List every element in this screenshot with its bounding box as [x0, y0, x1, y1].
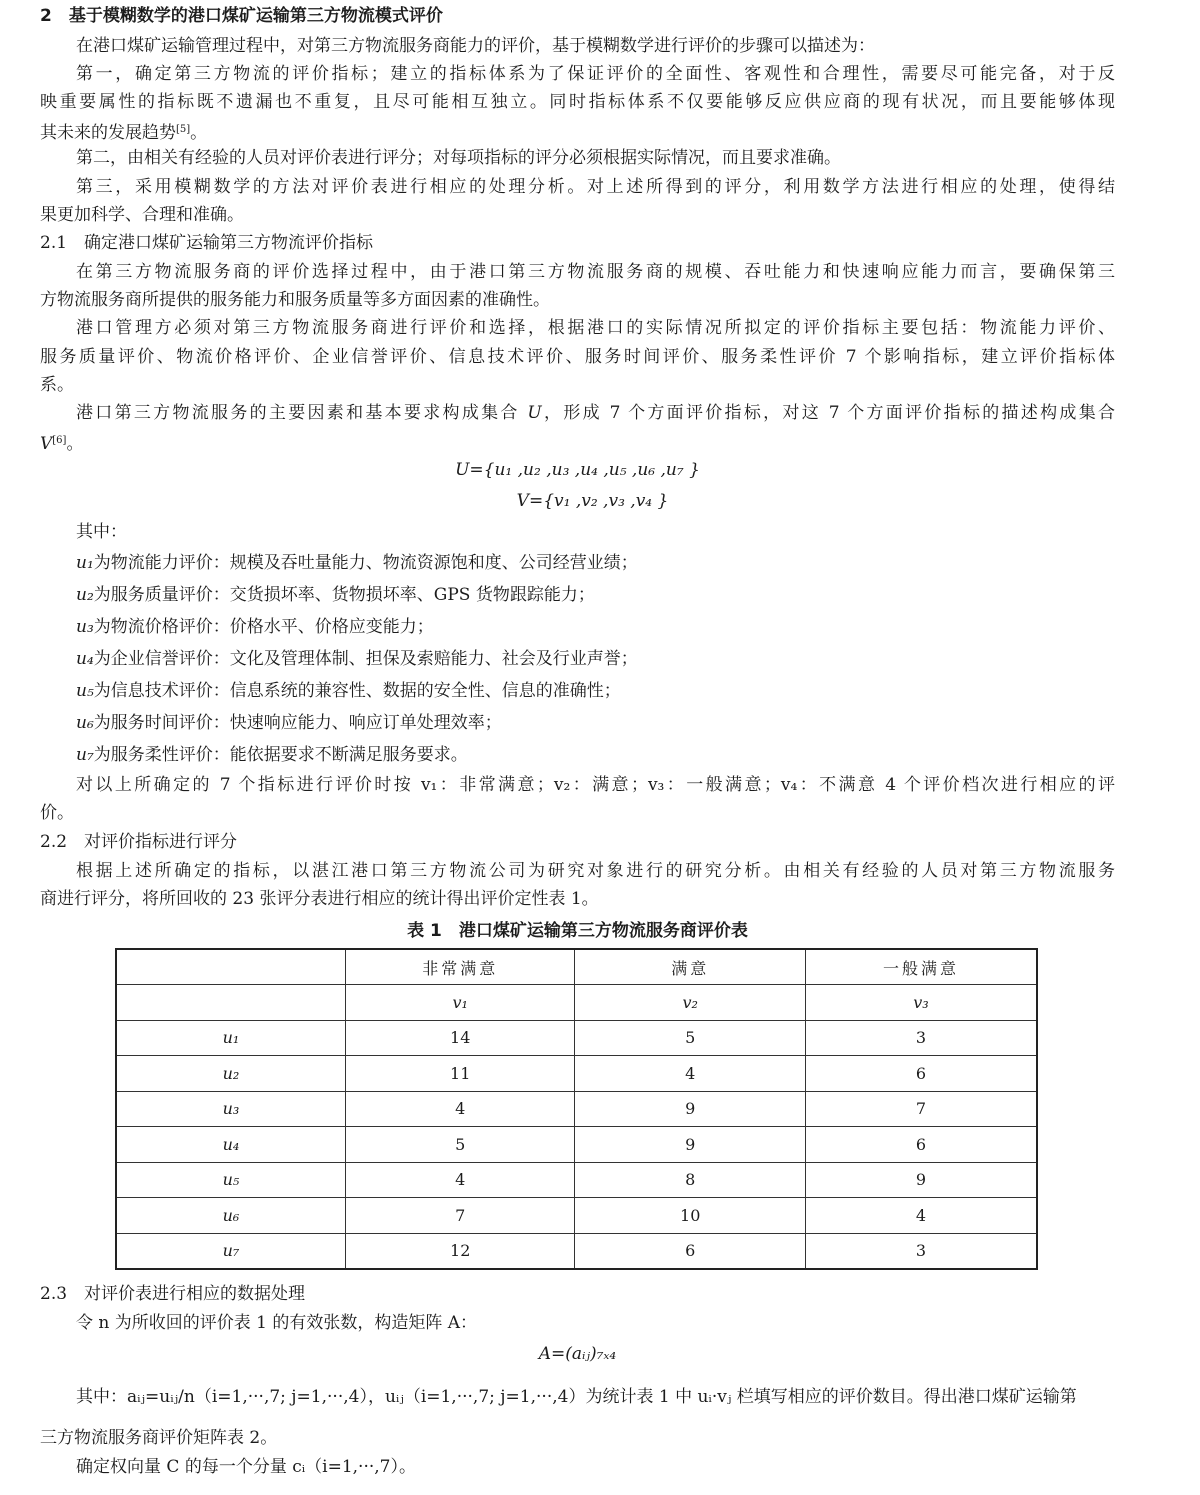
table-cell: v₁: [345, 985, 575, 1021]
table-header-row: [116, 949, 1037, 985]
paragraph-step2: 第二，由相关有经验的人员对评价表进行评分；对每项指标的评分必须根据实际情况，而且要求准确。: [76, 148, 841, 168]
table-cell: 5: [345, 1127, 575, 1163]
indicator-item: [40, 743, 1115, 767]
indicator-symbol: u₆: [76, 713, 94, 733]
indicator-symbol: u₄: [76, 649, 94, 669]
indicator-item: [40, 647, 1115, 671]
paragraph-step1-line1: 第一，确定第三方物流的评价指标；建立的指标体系为了保证评价的全面性、客观性和合理性，需要尽可能完备，对于反: [76, 64, 1115, 84]
indicator-text: 为服务时间评价：快速响应能力、响应订单处理效率；: [93, 713, 502, 733]
indicator-text: 为物流价格评价：价格水平、价格应变能力；: [93, 617, 434, 637]
paragraph-21-line7: V[6]。: [40, 434, 84, 454]
table-row: [116, 1162, 1037, 1198]
table-cell: 5: [575, 1020, 806, 1056]
table-subheader-row: [116, 985, 1037, 1021]
table-cell: 4: [345, 1162, 575, 1198]
subsection-2-2-heading: 2.2 对评价指标进行评分: [40, 832, 238, 852]
table-cell: 9: [575, 1127, 806, 1163]
paragraph-step1-line3: 其未来的发展趋势[5]。: [40, 123, 208, 143]
indicator-symbol: u₇: [76, 745, 94, 765]
table-cell: v₃: [805, 985, 1037, 1021]
table-cell: 满意: [575, 949, 806, 985]
indicator-text: 为服务质量评价：交货损坏率、货物损坏率、GPS 货物跟踪能力；: [93, 585, 595, 605]
table-caption: 表 1 港口煤矿运输第三方物流服务商评价表: [407, 921, 748, 941]
paragraph-21-line5: 系。: [40, 375, 74, 395]
table-cell: 8: [575, 1162, 806, 1198]
table-cell: u₁: [116, 1020, 345, 1056]
indicator-item: [40, 551, 1115, 575]
table-cell: u₅: [116, 1162, 345, 1198]
subsection-2-3-heading: 2.3 对评价表进行相应的数据处理: [40, 1284, 306, 1304]
table-cell: 3: [805, 1233, 1037, 1269]
indicator-item: [40, 679, 1115, 703]
paragraph-21-line6: 港口第三方物流服务的主要因素和基本要求构成集合 U，形成 7 个方面评价指标，对这 7 个方面评价指标的描述构成集合: [76, 403, 1115, 423]
table-cell: 9: [805, 1162, 1037, 1198]
paragraph-23-line1: 令 n 为所收回的评价表 1 的有效张数，构造矩阵 A：: [76, 1313, 478, 1333]
paragraph-step3-line1: 第三，采用模糊数学的方法对评价表进行相应的处理分析。对上述所得到的评分，利用数学方法进行相应的处理，使得结: [76, 177, 1115, 197]
table-row: [116, 1091, 1037, 1127]
where-label: 其中：: [76, 522, 127, 542]
paragraph-22-line2: 商进行评分，将所回收的 23 张评分表进行相应的统计得出评价定性表 1。: [40, 889, 599, 909]
paragraph-step1-line2: 映重要属性的指标既不遗漏也不重复，且尽可能相互独立。同时指标体系不仅要能够反应供应商的现有状况，而且要能够体现: [40, 92, 1115, 112]
table-cell: 11: [345, 1056, 575, 1092]
evaluation-table: [115, 948, 1038, 1270]
table-cell: 4: [575, 1056, 806, 1092]
table-cell: 4: [805, 1198, 1037, 1234]
paragraph-23-line2: 其中：aᵢⱼ=uᵢⱼ/n（i=1,···,7; j=1,···,4），uᵢⱼ（i=1,···,7; j=1,···,4）为统计表 1 中 uᵢ·vⱼ 栏填写相应的评价数目。得出港口煤矿运输第: [76, 1387, 1077, 1407]
table-cell: u₂: [116, 1056, 345, 1092]
table-cell: [116, 985, 345, 1021]
table-cell: u₄: [116, 1127, 345, 1163]
subsection-2-1-heading: 2.1 确定港口煤矿运输第三方物流评价指标: [40, 233, 374, 253]
table-cell: 一般满意: [805, 949, 1037, 985]
paragraph-23-line4: 确定权向量 C 的每一个分量 cᵢ（i=1,···,7）。: [76, 1457, 416, 1477]
paragraph-21-line1: 在第三方物流服务商的评价选择过程中，由于港口第三方物流服务商的规模、吞吐能力和快速响应能力而言，要确保第三: [76, 262, 1115, 282]
table-row: [116, 1020, 1037, 1056]
table-cell: 12: [345, 1233, 575, 1269]
table-row: [116, 1233, 1037, 1269]
indicator-symbol: u₂: [76, 585, 94, 605]
indicator-text: 为企业信誉评价：文化及管理体制、担保及索赔能力、社会及行业声誉；: [93, 649, 638, 669]
equation-set-u: U={u₁ ,u₂ ,u₃ ,u₄ ,u₅ ,u₆ ,u₇ }: [455, 460, 700, 480]
indicator-item: [40, 711, 1115, 735]
paragraph-intro: 在港口煤矿运输管理过程中，对第三方物流服务商能力的评价，基于模糊数学进行评价的步骤可以描述为：: [76, 36, 875, 56]
equation-set-v: V={v₁ ,v₂ ,v₃ ,v₄ }: [516, 491, 669, 511]
table-cell: u₃: [116, 1091, 345, 1127]
indicator-item: [40, 583, 1115, 607]
table-cell: 6: [805, 1127, 1037, 1163]
table-cell: 9: [575, 1091, 806, 1127]
paragraph-23-line3: 三方物流服务商评价矩阵表 2。: [40, 1428, 278, 1448]
indicator-symbol: u₁: [76, 553, 94, 573]
table-cell: 10: [575, 1198, 806, 1234]
table-cell: 7: [805, 1091, 1037, 1127]
paragraph-21-line3: 港口管理方必须对第三方物流服务商进行评价和选择，根据港口的实际情况所拟定的评价指标主要包括：物流能力评价、: [76, 318, 1115, 338]
indicator-text: 为服务柔性评价：能依据要求不断满足服务要求。: [93, 745, 468, 765]
paragraph-21-line2: 方物流服务商所提供的服务能力和服务质量等多方面因素的准确性。: [40, 290, 550, 310]
table-cell: u₇: [116, 1233, 345, 1269]
paragraph-step3-line2: 果更加科学、合理和准确。: [40, 205, 244, 225]
indicator-text: 为信息技术评价：信息系统的兼容性、数据的安全性、信息的准确性；: [93, 681, 621, 701]
section-heading: 2 基于模糊数学的港口煤矿运输第三方物流模式评价: [40, 6, 443, 26]
table-row: [116, 1056, 1037, 1092]
table-row: [116, 1198, 1037, 1234]
indicator-symbol: u₅: [76, 681, 94, 701]
table-cell: 非常满意: [345, 949, 575, 985]
table-cell: v₂: [575, 985, 806, 1021]
table-cell: 3: [805, 1020, 1037, 1056]
paragraph-grade-line1: 对以上所确定的 7 个指标进行评价时按 v₁：非常满意；v₂：满意；v₃：一般满意；v₄：不满意 4 个评价档次进行相应的评: [76, 775, 1115, 795]
table-cell: 14: [345, 1020, 575, 1056]
indicator-symbol: u₃: [76, 617, 94, 637]
table-cell: 6: [575, 1233, 806, 1269]
citation-6: [6]: [52, 435, 67, 446]
table-row: [116, 1127, 1037, 1163]
paragraph-21-line4: 服务质量评价、物流价格评价、企业信誉评价、信息技术评价、服务时间评价、服务柔性评价 7 个影响指标，建立评价指标体: [40, 347, 1115, 367]
table-cell: 6: [805, 1056, 1037, 1092]
indicator-text: 为物流能力评价：规模及吞吐量能力、物流资源饱和度、公司经营业绩；: [93, 553, 638, 573]
table-cell: 4: [345, 1091, 575, 1127]
citation-5: [5]: [176, 124, 191, 135]
paragraph-grade-line2: 价。: [40, 803, 74, 823]
table-cell: [116, 949, 345, 985]
table-cell: 7: [345, 1198, 575, 1234]
equation-matrix-a: A=(aᵢⱼ)₇ₓ₄: [538, 1344, 617, 1364]
paragraph-22-line1: 根据上述所确定的指标，以湛江港口第三方物流公司为研究对象进行的研究分析。由相关有经验的人员对第三方物流服务: [76, 861, 1115, 881]
table-cell: u₆: [116, 1198, 345, 1234]
indicator-item: [40, 615, 1115, 639]
